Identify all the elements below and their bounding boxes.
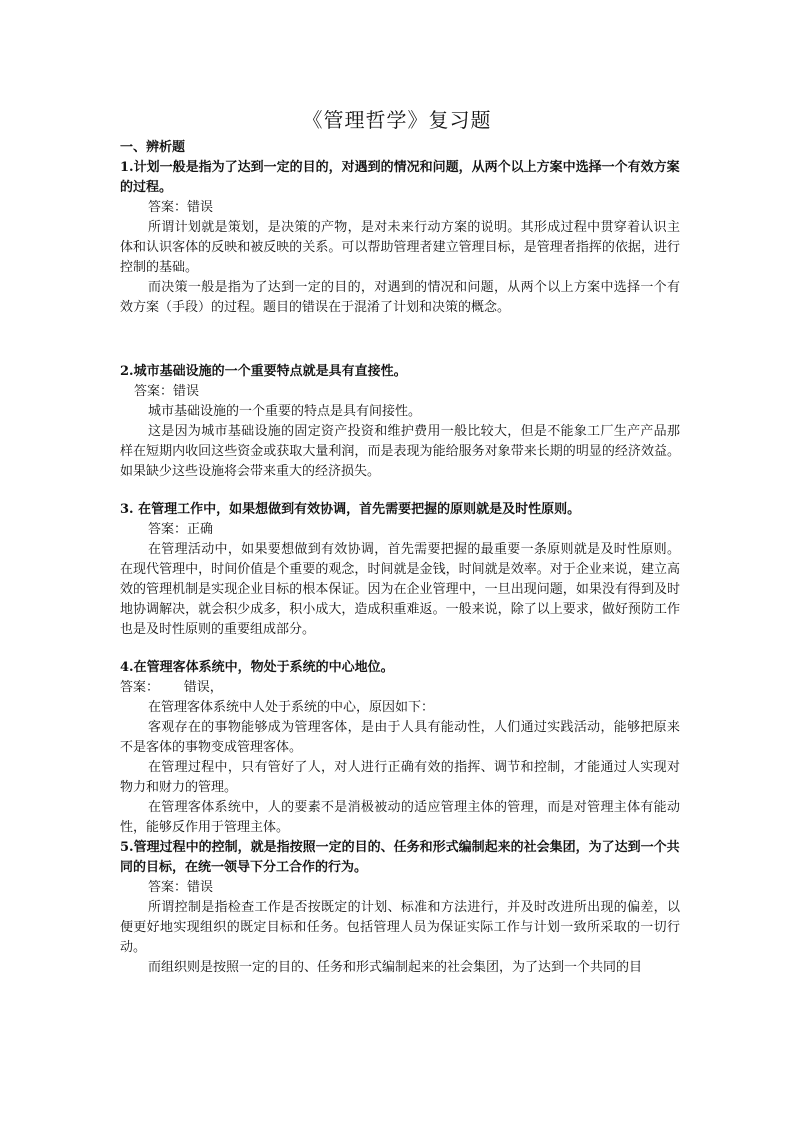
answer-label: 答案：错误 xyxy=(134,384,200,399)
explanation-paragraph: 在管理客体系统中，人的要素不是消极被动的适应管理主体的管理，而是对管理主体有能动性，能够反作用于管理主体。 xyxy=(120,800,680,835)
question-text: 3. 在管理工作中，如果想做到有效协调，首先需要把握的原则就是及时性原则。 xyxy=(120,502,581,517)
explanation-paragraph: 在管理客体系统中人处于系统的中心，原因如下： xyxy=(148,700,435,715)
explanation-paragraph: 而决策一般是指为了达到一定的目的，对遇到的情况和问题，从两个以上方案中选择一个有效方案（手段）的过程。题目的错误在于混淆了计划和决策的概念。 xyxy=(120,280,680,315)
answer-label: 答案：错误 xyxy=(148,880,214,895)
page-title: 《管理哲学》复习题 xyxy=(302,108,492,132)
explanation-paragraph: 这是因为城市基础设施的固定资产投资和维护费用一般比较大，但是不能象工厂生产产品那样在短期内收回这些资金或获取大量利润，而是表现为能给服务对象带来长期的明显的经济效益。如果缺少这些设施将会带来重大的经济损失。 xyxy=(120,424,680,479)
explanation-paragraph: 客观存在的事物能够成为管理客体，是由于人具有能动性，人们通过实践活动，能够把原来不是客体的事物变成管理客体。 xyxy=(120,720,680,755)
explanation-paragraph: 在管理活动中，如果要想做到有效协调，首先需要把握的最重要一条原则就是及时性原则。在现代管理中，时间价值是个重要的观念，时间就是金钱，时间就是效率。对于企业来说，建立高效的管理机制是实现企业目标的根本保证。因为在企业管理中，一旦出现问题，如果没有得到及时地协调解决，就会积少成多，积小成大，造成积重难返。一般来说，除了以上要求，做好预防工作也是及时性原则的重要组成部分。 xyxy=(120,542,680,637)
question-block-1 xyxy=(120,158,680,318)
document-body xyxy=(120,138,680,978)
explanation-paragraph: 而组织则是按照一定的目的、任务和形式编制起来的社会集团，为了达到一个共同的目 xyxy=(148,960,643,975)
answer-label: 答案：正确 xyxy=(148,522,214,537)
spacer xyxy=(120,640,680,658)
explanation-paragraph: 在管理过程中，只有管好了人，对人进行正确有效的指挥、调节和控制，才能通过人实现对物力和财力的管理。 xyxy=(120,760,680,795)
spacer xyxy=(120,482,680,500)
question-block-5 xyxy=(120,838,680,978)
question-text: 2.城市基础设施的一个重要特点就是具有直接性。 xyxy=(120,364,407,379)
question-text: 5.管理过程中的控制，就是指按照一定的目的、任务和形式编制起来的社会集团，为了达到一个共同的目标，在统一领导下分工合作的行为。 xyxy=(120,840,680,875)
explanation-paragraph: 所谓计划就是策划，是决策的产物，是对未来行动方案的说明。其形成过程中贯穿着认识主体和认识客体的反映和被反映的关系。可以帮助管理者建立管理目标，是管理者指挥的依据，进行控制的基础。 xyxy=(120,220,680,275)
question-block-2 xyxy=(120,362,680,482)
question-text: 4.在管理客体系统中，物处于系统的中心地位。 xyxy=(120,660,394,675)
question-block-4 xyxy=(120,658,680,838)
explanation-paragraph: 所谓控制是指检查工作是否按既定的计划、标准和方法进行，并及时改进所出现的偏差，以便更好地实现组织的既定目标和任务。包括管理人员为保证实际工作与计划一致所采取的一切行动。 xyxy=(120,900,680,955)
explanation-paragraph: 城市基础设施的一个重要的特点是具有间接性。 xyxy=(148,404,422,419)
question-text: 1.计划一般是指为了达到一定的目的，对遇到的情况和问题，从两个以上方案中选择一个有效方案的过程。 xyxy=(120,160,680,195)
question-block-3 xyxy=(120,500,680,640)
answer-label: 答案： 错误， xyxy=(120,680,223,695)
spacer xyxy=(120,318,680,362)
section-heading: 一、辨析题 xyxy=(120,140,186,155)
answer-label: 答案：错误 xyxy=(148,200,214,215)
